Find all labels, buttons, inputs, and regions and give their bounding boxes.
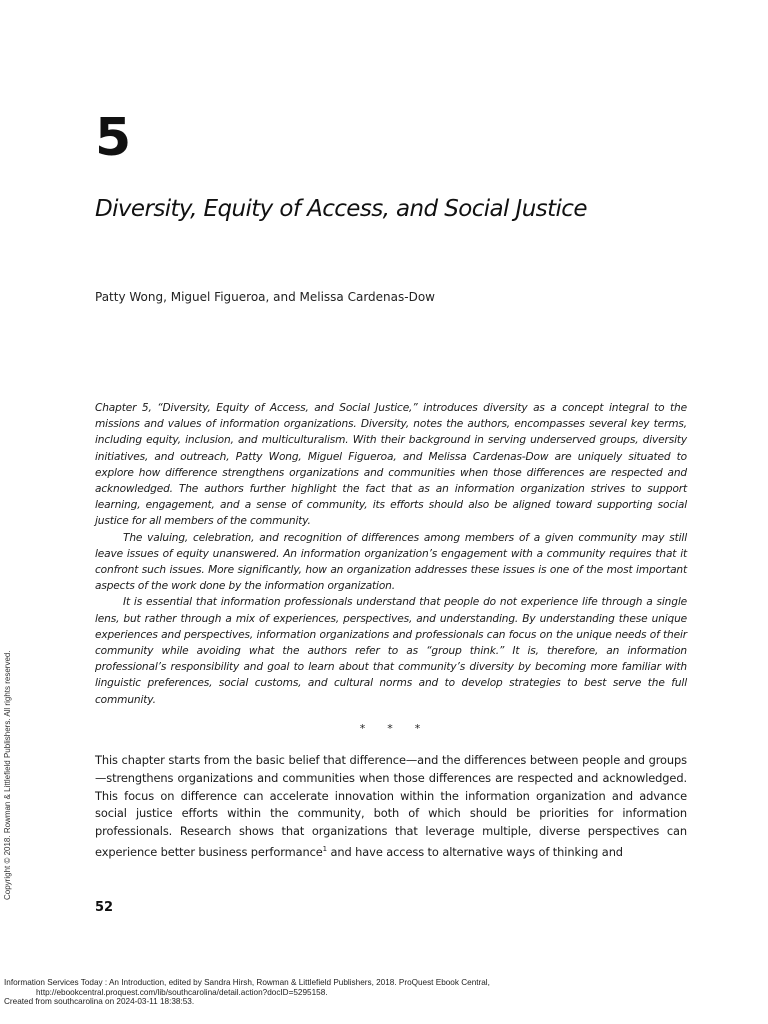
copyright-notice: Copyright © 2018. Rowman & Littlefield Publishers. All rights reserved. <box>3 650 12 900</box>
abstract-paragraph: It is essential that information professionals understand that people do not experience life through a single lens, but rather through a mix of experiences, perspectives, and understanding. By understanding these unique experiences and perspectives, information organizations and professionals can focus on the unique needs of their community while avoiding what the authors refer to as “group think.” It is, therefore, an information professional’s responsibility and goal to learn about that community’s diversity by becoming more familiar with linguistic preferences, social customs, and cultural norms and to develop strategies to best serve the full community. <box>95 596 687 706</box>
body-paragraph <box>95 752 687 862</box>
citation-footer <box>4 978 490 1007</box>
separator-star: * <box>359 722 366 735</box>
page-number: 52 <box>95 900 114 915</box>
section-separator <box>0 722 768 735</box>
separator-star: * <box>387 722 393 735</box>
footer-link[interactable]: http://ebookcentral.proquest.com/lib/southcarolina/detail.action?docID=5295158. <box>36 987 328 997</box>
body-text <box>95 752 687 862</box>
footer-line: Created from southcarolina on 2024-03-11 18:38:53. <box>4 997 195 1007</box>
abstract-paragraph: The valuing, celebration, and recognition of differences among members of a given community may still leave issues of equity unanswered. An information organization’s engagement with a community requires that it confront such issues. More significantly, how an organization addresses these issues is one of the most important aspects of the work done by the information organization. <box>95 531 687 593</box>
chapter-authors: Patty Wong, Miguel Figueroa, and Melissa Cardenas-Dow <box>95 290 435 304</box>
chapter-title: Diversity, Equity of Access, and Social Justice <box>95 196 587 222</box>
separator-star: * <box>414 722 421 735</box>
chapter-number: 5 <box>95 108 132 168</box>
abstract-paragraph: Chapter 5, “Diversity, Equity of Access, and Social Justice,” introduces diversity as a concept integral to the missions and values of information organizations. Diversity, notes the authors, encompasses several key terms, including equity, inclusion, and multiculturalism. With their background in serving underserved groups, diversity initiatives, and outreach, Patty Wong, Miguel Figueroa, and Melissa Cardenas-Dow are uniquely situated to explore how difference strengthens organizations and communities when those differences are respected and acknowledged. The authors further highlight the fact that as an information organization strives to support learning, engagement, and a sense of community, its efforts should also be aligned toward supporting social justice for all members of the community. <box>95 402 687 528</box>
body-text-before-note: This chapter starts from the basic belief that difference—and the differences between people and groups—strengthens organizations and communities when those differences are respected and acknowledged. This focus on difference can accelerate innovation within the information organization and advance social justice efforts within the community, both of which should be priorities for information professionals. Research shows that organizations that leverage multiple, diverse perspectives can experience better business performance <box>95 753 687 859</box>
footnote-marker[interactable]: 1 <box>322 844 328 853</box>
body-text-after-note: and have access to alternative ways of thinking and <box>327 844 623 859</box>
footer-line: Information Services Today : An Introduction, edited by Sandra Hirsh, Rowman & Littlefield Publishers, 2018. ProQuest Ebook Central, <box>4 978 490 987</box>
chapter-abstract <box>95 400 687 708</box>
